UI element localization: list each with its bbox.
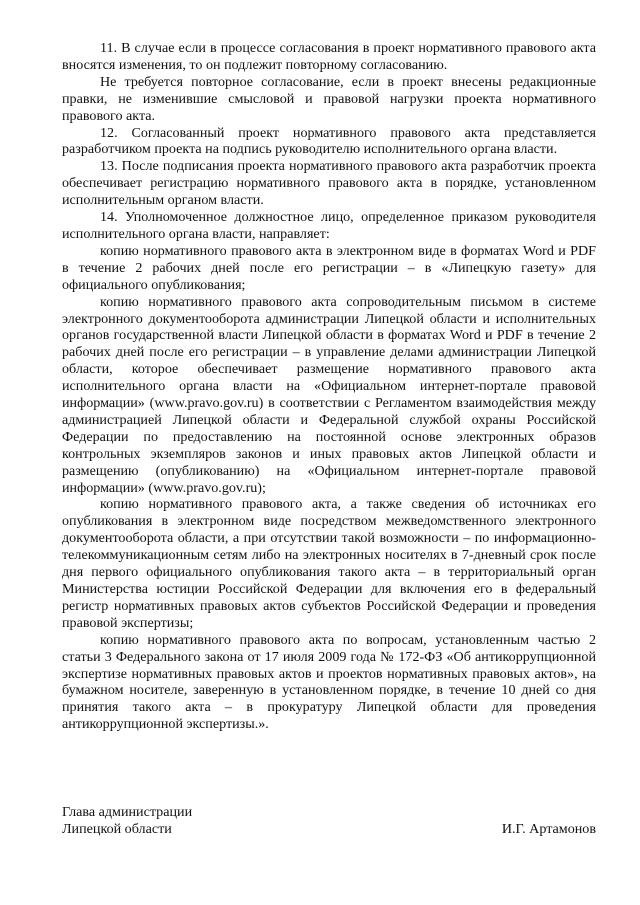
paragraph-14-item-1: копию нормативного правового акта в электронном виде в форматах Word и PDF в течение 2 рабочих дней после его регистрации – в «Липецкую газету» для официального опубликования; [62,242,596,293]
paragraph-12: 12. Согласованный проект нормативного правового акта представляется разработчиком проекта на подпись руководителю исполнительного органа власти. [62,124,596,158]
paragraph-11-note: Не требуется повторное согласование, если в проект внесены редакционные правки, не изменившие смысловой и правовой нагрузки проекта нормативного правового акта. [62,73,596,124]
paragraph-14-item-4: копию нормативного правового акта по вопросам, установленным частью 2 статьи 3 Федерального закона от 17 июля 2009 года № 172-ФЗ «Об антикоррупционной экспертизе нормативных правовых актов и проектов нормативных правовых актов», на бумажном носителе, заверенную в установленном порядке, в течение 10 дней со дня принятия такого акта – в прокуратуру Липецкой области для проведения антикоррупционной экспертизы.». [62,631,596,733]
signature-position-line2: Липецкой области [62,821,172,837]
paragraph-14-item-3: копию нормативного правового акта, а также сведения об источниках его опубликования в электронном виде посредством межведомственного электронного документооборота области, а при отсутствии такой возможности – по информационно-телекоммуникационным сетям либо на электронных носителях в 7-дневный срок после дня первого официального опубликования такого акта – в территориальный орган Министерства юстиции Российской Федерации для включения его в федеральный регистр нормативных правовых актов субъектов Российской Федерации и проведения правовой экспертизы; [62,496,596,631]
paragraph-14: 14. Уполномоченное должностное лицо, определенное приказом руководителя исполнительного органа власти, направляет: [62,209,596,242]
signature-position-line1: Глава администрации [62,804,193,820]
paragraph-11: 11. В случае если в процессе согласования в проект нормативного правового акта вносятся изменения, то он подлежит повторному согласованию. [62,40,596,73]
signatory-name: И.Г. Артамонов [501,821,596,837]
document-body [62,40,596,733]
paragraph-13: 13. После подписания проекта нормативного правового акта разработчик проекта обеспечивает регистрацию нормативного правового акта в порядке, установленном исполнительным органом власти. [62,158,596,209]
paragraph-14-item-2: копию нормативного правового акта сопроводительным письмом в системе электронного документооборота администрации Липецкой области и исполнительных органов государственной власти Липецкой области в форматах Word и PDF в течение 2 рабочих дней после его регистрации – в управление делами администрации Липецкой области, которое обеспечивает размещение нормативного правового акта исполнительного органа власти на «Официальном интернет-портале правовой информации» (www.pravo.gov.ru) в соответствии с Регламентом взаимодействия между администрацией Липецкой области и Федеральной службой охраны Российской Федерации по предоставлению на постоянной основе электронных образов контрольных экземпляров законов и иных правовых актов Липецкой области и размещению (опубликованию) на «Официальном интернет-портале правовой информации» (www.pravo.gov.ru); [62,293,596,496]
signature-block [62,804,596,838]
